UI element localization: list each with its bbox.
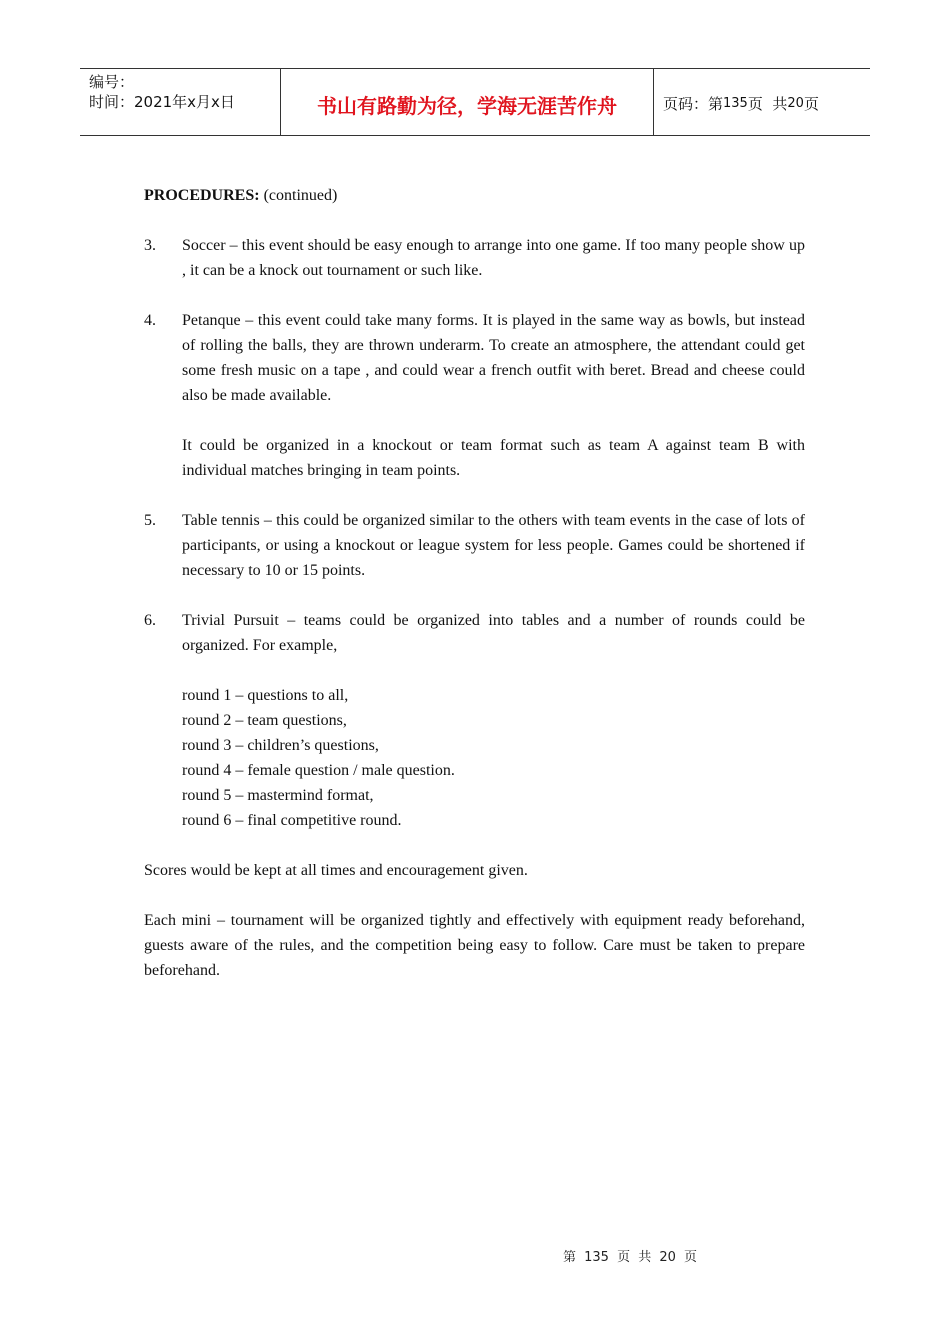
round-line: round 4 – female question / male question. [182,762,455,779]
date-label: 时间：2021年x月x日 [89,93,235,111]
page-number: 135 [723,95,748,111]
item-number: 3. [144,237,156,254]
item-text: Soccer – this event should be easy enough to arrange into one game. If too many people show up , it can be a knock out tournament or such like. [182,237,805,279]
round-line: round 5 – mastermind format, [182,787,374,804]
page-prefix: 页码：第 [663,94,724,113]
item-number: 5. [144,512,156,529]
closing-paragraph: Each mini – tournament will be organized tightly and effectively with equipment ready beforehand, guests aware of the rules, and the competition being easy to follow. Care must be taken to prepare beforehand. [144,912,805,979]
heading-bold: PROCEDURES: [144,187,260,204]
item-text: Table tennis – this could be organized similar to the others with team events in the case of lots of participants, or using a knockout or league system for less people. Games could be shortened if necessary to 10 or 15 points. [182,512,805,579]
list-item [144,233,805,283]
serial-label: 编号： [89,73,135,91]
page-suffix: 页 [803,94,819,113]
round-line: round 6 – final competitive round. [182,812,402,829]
list-item [144,608,805,658]
section-heading [144,183,805,208]
item-continuation: It could be organized in a knockout or team format such as team A against team B with individual matches bringing in team points. [182,437,805,479]
page-mid: 页 共 [747,94,788,113]
rounds-list [144,683,805,833]
list-item [144,308,805,408]
list-item [144,508,805,583]
item-text: Petanque – this event could take many forms. It is played in the same way as bowls, but instead of rolling the balls, they are thrown underarm. To create an atmosphere, the attendant could get some fresh music on a tape , and could wear a french outfit with beret. Bread and cheese could also be made available. [182,312,805,404]
item-text: Trivial Pursuit – teams could be organized into tables and a number of rounds could be organized. For example, [182,612,805,654]
header-page-info [654,69,870,135]
round-line: round 2 – team questions, [182,712,347,729]
document-body [144,183,805,983]
scores-paragraph: Scores would be kept at all times and encouragement given. [144,862,528,879]
header-motto: 书山有路勤为径，学海无涯苦作舟 [281,69,654,135]
page-header [80,68,870,136]
round-line: round 3 – children’s questions, [182,737,379,754]
heading-rest: (continued) [259,187,338,204]
item-number: 4. [144,312,156,329]
header-meta [80,69,281,135]
item-number: 6. [144,612,156,629]
round-line: round 1 – questions to all, [182,687,349,704]
page-total: 20 [787,95,804,111]
page-footer: 第 135 页 共 20 页 [563,1250,698,1265]
